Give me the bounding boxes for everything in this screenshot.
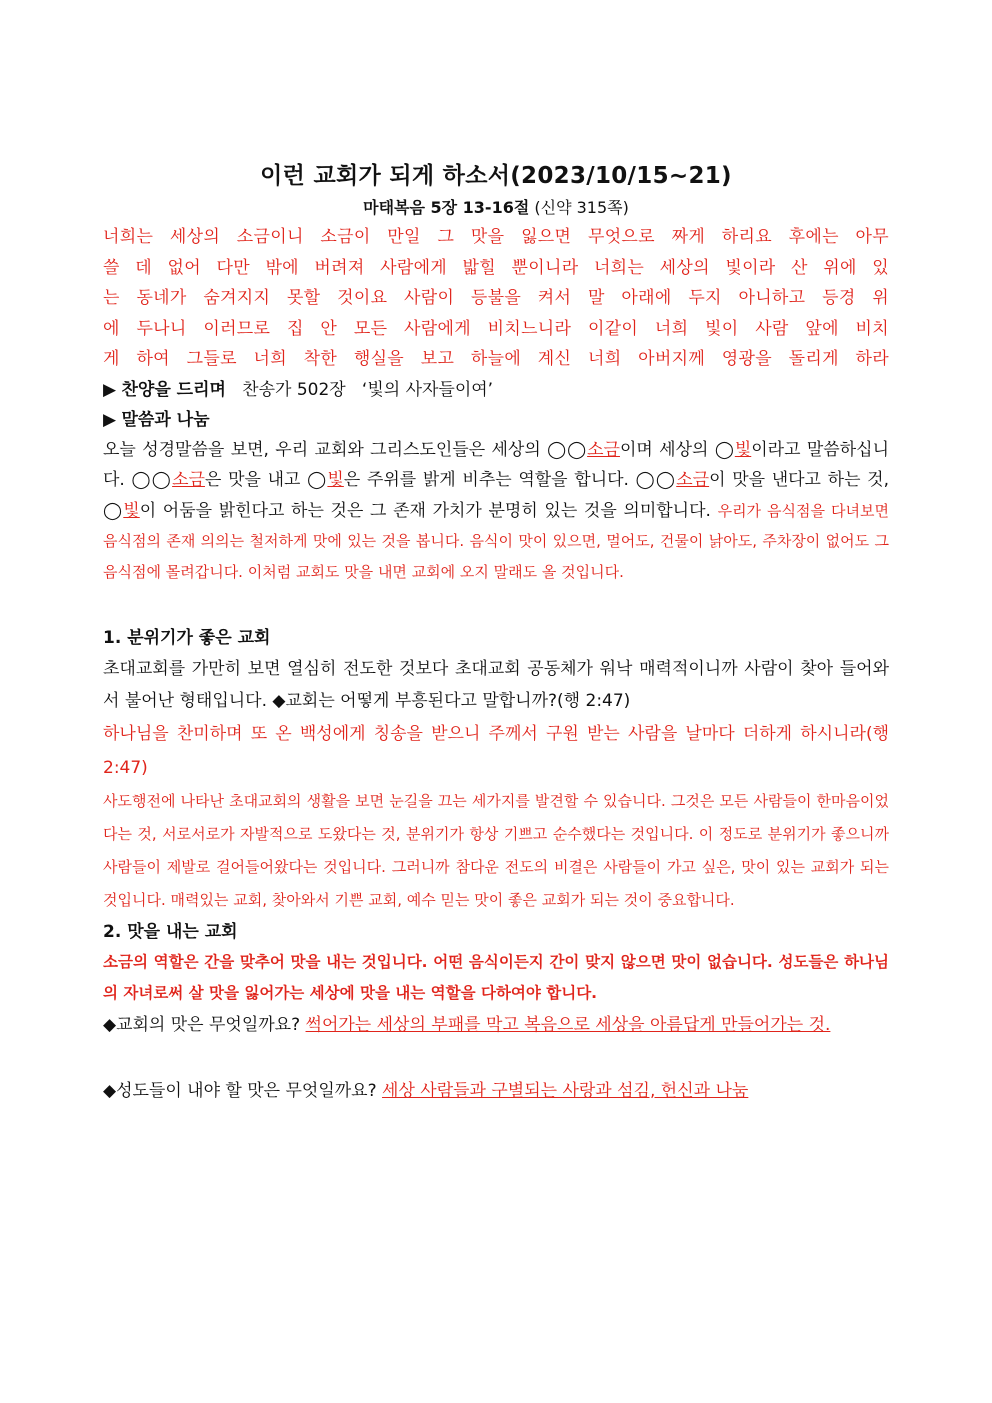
intro-paragraph: 오늘 성경말씀을 보면, 우리 교회와 그리스도인들은 세상의 ◯◯소금이며 세상의 ◯빛이라고 말씀하십니다. ◯◯소금은 맛을 내고 ◯빛은 주위를 밝게 비추는 역할을 합니다. ◯◯소금이 맛을 낸다고 하는 것, ◯빛이 어둠을 밝힌다고 하는 것은 그 존재 가치가 분명히 있는 것을 의미합니다. 우리가 음식점을 다녀보면 음식점의 존재 의의는 철저하게 맛에 있는 것을 봅니다. 음식이 맛이 있으면, 멀어도, 건물이 낡아도, 주차장이 없어도 그 음식점에 몰려갑니다. 이처럼 교회도 맛을 내면 교회에 오지 말래도 올 것입니다. [103, 439, 889, 581]
triangle-icon: ▶ [103, 379, 117, 400]
section-1-body: 초대교회를 가만히 보면 열심히 전도한 것보다 초대교회 공동체가 워낙 매력적이니까 사람이 찾아 들어와서 불어난 형태입니다. ◆교회는 어떻게 부흥된다고 말합니까?(행 2:47) [103, 659, 889, 711]
keyword-salt: 소금 [587, 439, 620, 460]
hymn-title: ‘빛의 사자들이여’ [361, 379, 494, 400]
keyword-light: 빛 [734, 439, 752, 460]
scripture-line: 에 두나니 이러므로 집 안 모든 사람에게 비치느니라 이같이 너희 빛이 사람 앞에 비치 [103, 318, 889, 339]
scripture-reference [103, 196, 889, 220]
section-2-emphasis: 소금의 역할은 간을 맞추어 맛을 내는 것입니다. 어떤 음식이든지 간이 맞지 않으면 맛이 없습니다. 성도들은 하나님의 자녀로써 살 맛을 잃어가는 세상에 맛을 내는 역할을 다하여야 합니다. [103, 953, 889, 1002]
document-page [103, 160, 889, 1107]
page-title: 이런 교회가 되게 하소서(2023/10/15~21) [260, 163, 732, 189]
praise-label: 찬양을 드리며 [121, 379, 226, 400]
keyword-salt: 소금 [172, 470, 205, 490]
scripture-line: 너희는 세상의 소금이니 소금이 만일 그 맛을 잃으면 무엇으로 짜게 하리요 후에는 아무 [103, 227, 889, 247]
sharing-label: 말씀과 나눔 [121, 409, 210, 430]
intro-red-text: 우리가 음식점을 다녀보면 음식점의 존재 의의는 철저하게 맛에 있는 것을 봅니다. 음식이 맛이 있으면, 멀어도, 건물이 낡아도, 주차장이 없어도 그 음식점에 몰려갑니다. 이처럼 교회도 맛을 내면 교회에 오지 말래도 올 것입니다. [103, 501, 889, 581]
praise-line [103, 375, 889, 405]
keyword-salt: 소금 [676, 470, 710, 490]
keyword-light: 빛 [123, 500, 140, 521]
section-1-verse: 하나님을 찬미하며 또 온 백성에게 칭송을 받으니 주께서 구원 받는 사람을 날마다 더하게 하시니라(행 2:47) [103, 724, 889, 778]
scripture-line: 는 동네가 숨겨지지 못할 것이요 사람이 등불을 켜서 말 아래에 두지 아니하고 등경 위 [103, 288, 889, 308]
scripture-page: (신약 315쪽) [529, 198, 629, 217]
answer-2: 세상 사람들과 구별되는 사랑과 섬김, 헌신과 나눔 [382, 1081, 749, 1101]
section-1-explanation: 사도행전에 나타난 초대교회의 생활을 보면 눈길을 끄는 세가지를 발견할 수 있습니다. 그것은 모든 사람들이 한마음이었다는 것, 서로서로가 자발적으로 도왔다는 것, 분위기가 항상 기쁘고 순수했다는 것입니다. 이 정도로 분위기가 좋으니까 사람들이 제발로 걸어들어왔다는 것입니다. 그러니까 참다운 전도의 비결은 사람들이 가고 싶은, 맛이 있는 교회가 되는 것입니다. 매력있는 교회, 찾아와서 기쁜 교회, 예수 믿는 맛이 좋은 교회가 되는 것이 중요합니다. [103, 792, 889, 909]
section-1-heading: 1. 분위기가 좋은 교회 [103, 628, 271, 648]
scripture-text [103, 222, 889, 375]
scripture-line: 게 하여 그들로 너희 착한 행실을 보고 하늘에 계신 너희 아버지께 영광을 돌리게 하라 [103, 349, 889, 369]
scripture-ref: 마태복음 5장 13-16절 [363, 198, 530, 217]
hymn-number: 찬송가 502장 [242, 379, 346, 400]
sharing-line [103, 405, 889, 435]
triangle-icon: ▶ [103, 409, 117, 430]
question-2: ◆성도들이 내야 할 맛은 무엇일까요? 세상 사람들과 구별되는 사랑과 섬김, 헌신과 나눔 [103, 1081, 749, 1101]
question-1: ◆교회의 맛은 무엇일까요? 썩어가는 세상의 부패를 막고 복음으로 세상을 아름답게 만들어가는 것. [103, 1015, 831, 1035]
scripture-line: 쓸 데 없어 다만 밖에 버려져 사람에게 밟힐 뿐이니라 너희는 세상의 빛이라 산 위에 있 [103, 257, 889, 278]
keyword-light: 빛 [327, 470, 344, 490]
section-2-heading: 2. 맛을 내는 교회 [103, 922, 238, 942]
answer-1: 썩어가는 세상의 부패를 막고 복음으로 세상을 아름답게 만들어가는 것. [305, 1015, 831, 1035]
